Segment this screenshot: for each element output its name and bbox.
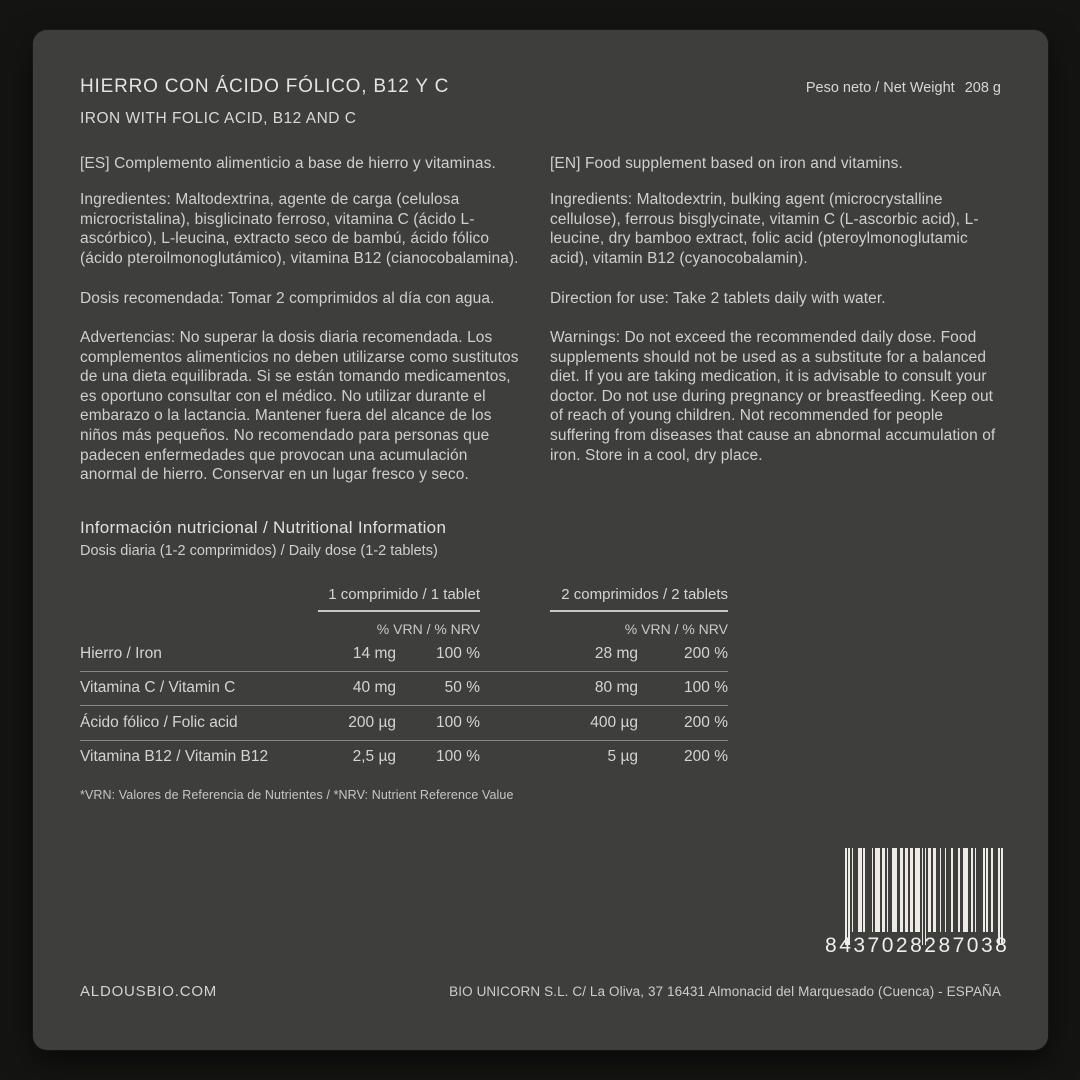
barcode-bar bbox=[848, 848, 850, 945]
barcode-lead-digit: 8 bbox=[825, 934, 840, 957]
pct-1-tablet: 100 % bbox=[436, 748, 480, 766]
barcode-bar bbox=[983, 848, 985, 932]
amount-2-tablets: 400 µg bbox=[590, 713, 638, 731]
product-title-es: HIERRO CON ÁCIDO FÓLICO, B12 Y C bbox=[80, 76, 450, 97]
pct-2-tablets: 200 % bbox=[684, 748, 728, 766]
pct-2-tablets: 200 % bbox=[684, 644, 728, 662]
barcode-group1: 437028 bbox=[839, 934, 925, 957]
en-warnings: Warnings: Do not exceed the recommended daily dose. Food supplements should not be used as a substitute for a balanced diet. If you are taking medication, it is advisable to consult your doctor. Do not use during pregnancy or breastfeeding. Keep out of reach of young children. Not recommended for people suffering from diseases that cause an abnormal accumulation of iron. Store in a cool, dry place. bbox=[550, 329, 996, 464]
barcode-bar bbox=[892, 848, 897, 932]
nutrition-subheading: Dosis diaria (1-2 comprimidos) / Daily dose (1-2 tablets) bbox=[80, 543, 438, 559]
table-group-header-row bbox=[80, 586, 728, 612]
pct-1-tablet: 100 % bbox=[436, 644, 480, 662]
net-weight-label: Peso neto / Net Weight bbox=[805, 80, 955, 96]
nutrient-name: Vitamina B12 / Vitamin B12 bbox=[80, 748, 269, 766]
table-row bbox=[80, 741, 728, 775]
pct-1-tablet: 50 % bbox=[444, 679, 480, 697]
amount-1-tablet: 2,5 µg bbox=[352, 748, 396, 766]
barcode-bar bbox=[905, 848, 908, 932]
barcode-digits bbox=[825, 934, 1010, 958]
barcode-bar bbox=[922, 848, 924, 945]
en-dose: Direction for use: Take 2 tablets daily with water. bbox=[550, 290, 886, 307]
net-weight-value: 208 g bbox=[964, 80, 1001, 96]
nutrition-heading: Información nutricional / Nutritional Information bbox=[80, 518, 447, 537]
table-row bbox=[80, 672, 728, 707]
amount-1-tablet: 40 mg bbox=[352, 679, 396, 697]
barcode-bars bbox=[845, 848, 1003, 945]
footer-company: BIO UNICORN S.L. C/ La Oliva, 37 16431 Almonacid del Marquesado (Cuenca) - ESPAÑA bbox=[449, 984, 1001, 999]
barcode-bar bbox=[975, 848, 977, 932]
pct-2-tablets: 200 % bbox=[684, 713, 728, 731]
en-ingredients: Ingredients: Maltodextrin, bulking agent (microcrystalline cellulose), ferrous bisglycinate, vitamin C (L-ascorbic acid), L-leucine, dry bamboo extract, folic acid (pteroylmonoglutamic acid), vitamin B12 (cyanocobalamin). bbox=[550, 191, 979, 267]
vrn-header-2: % VRN / % NRV bbox=[624, 621, 728, 637]
vrn-header-1: % VRN / % NRV bbox=[376, 621, 480, 637]
table-row bbox=[80, 706, 728, 741]
pct-1-tablet: 100 % bbox=[436, 713, 480, 731]
nutrient-name: Hierro / Iron bbox=[80, 644, 162, 662]
product-title-en: IRON WITH FOLIC ACID, B12 AND C bbox=[80, 110, 357, 127]
barcode-bar bbox=[963, 848, 968, 932]
es-warnings: Advertencias: No superar la dosis diaria recomendada. Los complementos alimenticios no deben utilizarse como sustitutos de una dieta equilibrada. Si se están tomando medicamentos, es oportuno consultar con el médico. No utilizar durante el embarazo o la lactancia. Mantener fuera del alcance de los niños más pequeños. No recomendado para personas que padecen enfermedades que provocan una acumulación anormal de hierro. Conservar en un lugar fresco y seco. bbox=[80, 329, 519, 484]
amount-2-tablets: 80 mg bbox=[594, 679, 638, 697]
col-header-2-tablets: 2 comprimidos / 2 tablets bbox=[550, 586, 728, 612]
barcode-bar bbox=[998, 848, 1000, 945]
barcode-group2: 287038 bbox=[924, 934, 1010, 957]
barcode-bar bbox=[910, 848, 913, 932]
nutrient-name: Vitamina C / Vitamin C bbox=[80, 679, 236, 697]
barcode-bar bbox=[845, 848, 847, 945]
barcode-bar bbox=[951, 848, 953, 932]
vrn-footnote: *VRN: Valores de Referencia de Nutrientes / *NRV: Nutrient Reference Value bbox=[80, 788, 514, 802]
barcode-bar bbox=[991, 848, 993, 932]
nutrition-table bbox=[80, 586, 728, 774]
barcode-bar bbox=[858, 848, 861, 932]
net-weight bbox=[806, 80, 1001, 96]
barcode-bar bbox=[940, 848, 942, 932]
table-vrn-header-row bbox=[80, 621, 728, 637]
es-intro: [ES] Complemento alimenticio a base de hierro y vitaminas. bbox=[80, 155, 496, 172]
col-header-1-tablet: 1 comprimido / 1 tablet bbox=[318, 586, 480, 612]
barcode-bar bbox=[971, 848, 973, 932]
amount-1-tablet: 200 µg bbox=[348, 713, 396, 731]
barcode-bar bbox=[933, 848, 936, 932]
barcode-bar bbox=[915, 848, 920, 932]
barcode-bar bbox=[1001, 848, 1003, 945]
barcode-bar bbox=[986, 848, 988, 932]
barcode-bar bbox=[882, 848, 885, 932]
barcode-bar bbox=[958, 848, 960, 932]
footer bbox=[80, 983, 1001, 1000]
barcode-bar bbox=[945, 848, 947, 932]
pct-2-tablets: 100 % bbox=[684, 679, 728, 697]
en-intro: [EN] Food supplement based on iron and vitamins. bbox=[550, 155, 903, 172]
amount-2-tablets: 28 mg bbox=[594, 644, 638, 662]
barcode-bar bbox=[928, 848, 931, 932]
es-ingredients: Ingredientes: Maltodextrina, agente de carga (celulosa microcristalina), bisglicinato ferroso, vitamina C (ácido L-ascórbico), L-leucina, extracto seco de bambú, ácido fólico (ácido pteroilmonoglutámico), vitamina B12 (cianocobalamina). bbox=[80, 191, 519, 267]
ean13-barcode bbox=[825, 848, 1010, 986]
barcode-bar bbox=[875, 848, 880, 932]
footer-website: ALDOUSBIO.COM bbox=[80, 983, 218, 1000]
barcode-bar bbox=[872, 848, 874, 932]
product-label-panel bbox=[33, 30, 1048, 1050]
barcode-bar bbox=[863, 848, 865, 932]
amount-2-tablets: 5 µg bbox=[607, 748, 638, 766]
barcode-bar bbox=[852, 848, 854, 932]
amount-1-tablet: 14 mg bbox=[352, 644, 396, 662]
barcode-bar bbox=[925, 848, 927, 945]
barcode-bar bbox=[887, 848, 889, 932]
nutrient-name: Ácido fólico / Folic acid bbox=[80, 713, 238, 731]
es-dose: Dosis recomendada: Tomar 2 comprimidos al día con agua. bbox=[80, 290, 495, 307]
table-row bbox=[80, 637, 728, 672]
barcode-bar bbox=[900, 848, 903, 932]
